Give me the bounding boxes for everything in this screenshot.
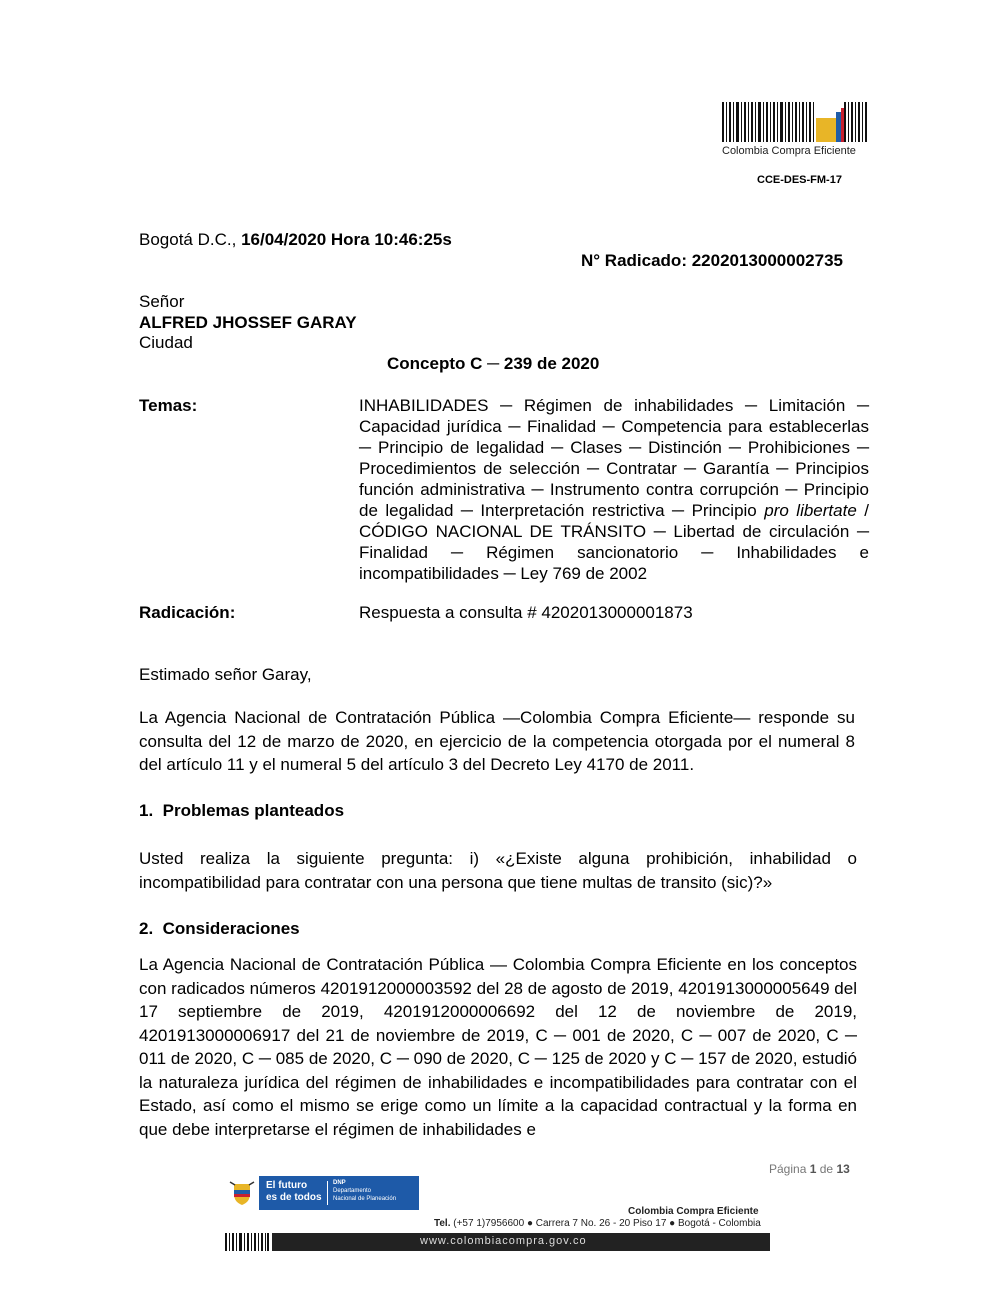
gov-slogan	[266, 1180, 322, 1204]
section1-title: Problemas planteados	[162, 801, 345, 820]
page-total: 13	[836, 1162, 850, 1176]
logo-caption: Colombia Compra Eficiente	[722, 145, 856, 157]
page-number	[769, 1162, 850, 1176]
tel-label: Tel.	[434, 1218, 451, 1229]
dnp-logo	[333, 1179, 396, 1203]
dnp-acronym: DNP	[333, 1180, 346, 1186]
form-code: CCE-DES-FM-17	[757, 174, 842, 186]
date-line	[139, 229, 452, 250]
temas-text-part1: INHABILIDADES ─ Régimen de inhabilidades ─ Limitación ─ Capacidad jurídica ─ Finalidad ─ Competencia para establecerlas ─ Principio de legalidad ─ Clases ─ Distinción ─ Prohibiciones ─ Procedimientos de selección ─ Contratar ─ Garantía ─ Principios función administrativa ─ Instrumento contra corrupción ─ Principio de legalidad ─ Interpretación restrictiva ─ Principio	[359, 396, 869, 520]
page-prefix: Página	[769, 1162, 807, 1176]
footer-contact	[434, 1218, 761, 1229]
dnp-line2: Departamento	[333, 1188, 372, 1194]
section2-number: 2.	[139, 919, 154, 938]
page-of: de	[819, 1162, 834, 1176]
website-link[interactable]: www.colombiacompra.gov.co	[420, 1235, 587, 1247]
city-prefix: Bogotá D.C.,	[139, 230, 237, 249]
section2-heading	[139, 918, 300, 939]
section1-heading	[139, 800, 344, 821]
barcode-logo-icon	[722, 100, 868, 144]
recipient-city: Ciudad	[139, 333, 193, 352]
logo-divider	[327, 1181, 328, 1205]
intro-paragraph: La Agencia Nacional de Contratación Pública —Colombia Compra Eficiente— responde su consulta del 12 de marzo de 2020, en ejercicio de la competencia otorgada por el numeral 8 del artículo 11 y el numeral 5 del artículo 3 del Decreto Ley 4170 de 2011.	[139, 708, 855, 774]
radicado-number: N° Radicado: 2202013000002735	[581, 251, 843, 270]
section1-number: 1.	[139, 801, 154, 820]
website-bar	[272, 1233, 770, 1251]
coat-of-arms-icon	[225, 1176, 259, 1210]
footer-barcode-icon	[225, 1233, 269, 1251]
temas-text-part2: / CÓDIGO NACIONAL DE TRÁNSITO ─ Libertad de circulación ─ Finalidad ─ Régimen sancionatorio ─ Inhabilidades e incompatibilidades ─ Ley 769 de 2002	[359, 501, 869, 583]
radicacion-label: Radicación:	[139, 603, 236, 622]
gov-logo-bar	[225, 1176, 419, 1210]
recipient-name: ALFRED JHOSSEF GARAY	[139, 313, 357, 332]
temas-content	[359, 395, 869, 584]
salutation-title: Señor	[139, 292, 185, 311]
footer-org-name: Colombia Compra Eficiente	[628, 1206, 759, 1217]
cce-logo	[722, 100, 868, 158]
section1-paragraph: Usted realiza la siguiente pregunta: i) «¿Existe alguna prohibición, inhabilidad o incompatibilidad para contratar con una persona que tiene multas de transito (sic)?»	[139, 849, 857, 892]
contact-details: (+57 1)7956600 ● Carrera 7 No. 26 - 20 Piso 17 ● Bogotá - Colombia	[453, 1218, 761, 1229]
section2-title: Consideraciones	[162, 919, 300, 938]
page-current: 1	[809, 1162, 817, 1176]
section2-paragraph: La Agencia Nacional de Contratación Pública — Colombia Compra Eficiente en los conceptos con radicados números 4201912000003592 del 28 de agosto de 2019, 4201913000005649 del 17 septiembre de 2019, 4201912000006692 del 12 de noviembre de 2019, 4201913000006917 del 21 de noviembre de 2019, C ─ 001 de 2020, C ─ 007 de 2020, C ─ 011 de 2020, C ─ 085 de 2020, C ─ 090 de 2020, C ─ 125 de 2020 y C ─ 157 de 2020, estudió la naturaleza jurídica del régimen de inhabilidades e incompatibilidades para contratar con el Estado, así como el mismo se erige como un límite a la capacidad contractual y la forma en que debe interpretarse el régimen de inhabilidades e	[139, 955, 857, 1139]
concept-title: Concepto C ─ 239 de 2020	[387, 354, 600, 373]
temas-label: Temas:	[139, 396, 198, 415]
greeting: Estimado señor Garay,	[139, 665, 312, 684]
date-time: 16/04/2020 Hora 10:46:25s	[241, 230, 452, 249]
temas-italic-term: pro libertate	[764, 501, 857, 520]
gov-slogan-line1: El futuro	[266, 1180, 308, 1191]
radicacion-value: Respuesta a consulta # 4202013000001873	[359, 603, 693, 622]
gov-slogan-line2: es de todos	[266, 1192, 322, 1203]
dnp-line3: Nacional de Planeación	[333, 1196, 397, 1202]
